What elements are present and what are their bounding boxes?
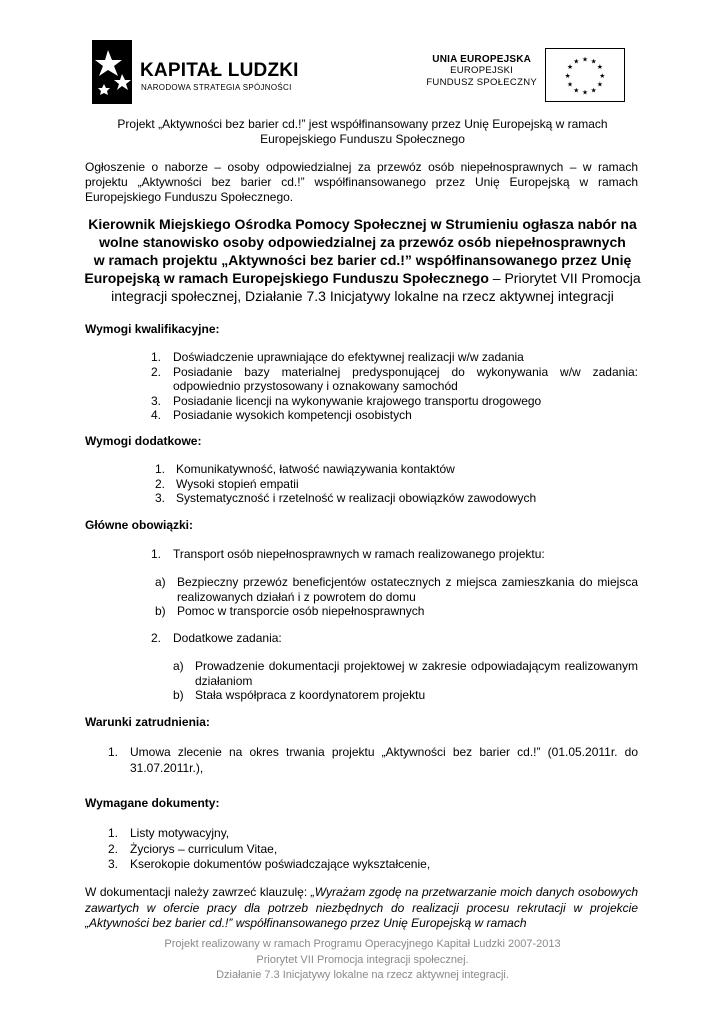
section-title-additional: Wymogi dodatkowe: (85, 434, 202, 448)
consent-clause-intro: W dokumentacji należy zawrzeć klauzulę: (85, 885, 311, 899)
list-item: 1. Listy motywacyjny, (108, 826, 638, 842)
eu-line-3: FUNDUSZ SPOŁECZNY (426, 77, 537, 88)
list-item-text: Pomoc w transporcie osób niepełnosprawnych (177, 604, 425, 618)
eu-logo (420, 46, 625, 106)
section-title-conditions: Warunki zatrudnienia: (85, 715, 210, 729)
list-item: b) Pomoc w transporcie osób niepełnosprawnych (155, 604, 638, 619)
list-item: 1. Umowa zlecenie na okres trwania projektu „Aktywności bez barier cd.!” (01.05.2011r. do 31.07.2011r.), (108, 745, 638, 775)
list-item: 1. Doświadczenie uprawniające do efektywnej realizacji w/w zadania (151, 350, 638, 365)
list-item: 2. Posiadanie bazy materialnej predysponującej do wykonywania w/w zadania: odpowiednio przystosowany i oznakowany samochód (151, 364, 638, 393)
list-item-text: Stała współpraca z koordynatorem projektu (195, 688, 426, 702)
duty-item-2-text: Dodatkowe zadania: (173, 631, 282, 645)
svg-text:★: ★ (590, 86, 597, 95)
footer-line-3: Działanie 7.3 Inicjatywy lokalne na rzecz aktywnej integracji. (216, 969, 509, 981)
list-item-text: Doświadczenie uprawniające do efektywnej realizacji w/w zadania (173, 350, 524, 364)
svg-text:★: ★ (596, 63, 603, 72)
list-item-text: Wysoki stopień empatii (176, 476, 299, 491)
list-item-text: Systematyczność i rzetelność w realizacji obowiązków zawodowych (176, 491, 537, 505)
svg-text:★: ★ (573, 86, 580, 95)
svg-text:★: ★ (590, 57, 597, 66)
headline-line-1: Kierownik Miejskiego Ośrodka Pomocy Społecznej w Strumieniu ogłasza nabór na (88, 216, 637, 232)
qualifications-list (151, 350, 638, 423)
section-title-documents: Wymagane dokumenty: (85, 796, 220, 810)
svg-text:★: ★ (599, 71, 606, 80)
project-intro (80, 117, 645, 147)
eu-line-1: UNIA EUROPEJSKA (432, 54, 532, 65)
list-item-text: Prowadzenie dokumentacji projektowej w zakresie odpowiadającym realizowanym działaniom (195, 659, 638, 688)
consent-clause (85, 885, 638, 931)
list-item-text: Bezpieczny przewóz beneficjentów ostatecznych z miejsca zamieszkania do miejsca realizowanych działań i z powrotem do domu (177, 575, 638, 604)
headline (80, 215, 645, 305)
svg-text:★: ★ (596, 80, 603, 89)
svg-text:★: ★ (567, 80, 574, 89)
kapital-ludzki-logo (92, 40, 302, 108)
list-item-text: Posiadanie wysokich kompetencji osobistych (173, 408, 412, 422)
announcement-text: Ogłoszenie o naborze – osoby odpowiedzialnej za przewóz osób niepełnosprawnych – w ramach projektu „Aktywności bez barier cd.!” współfinansowanego przez Unię Europejską w ramach Europejskiego Funduszu Społecznego. (85, 160, 638, 204)
headline-line-4 (80, 269, 645, 287)
svg-text:★: ★ (573, 57, 580, 66)
headline-line-4-rest: – Priorytet VII Promocja (488, 270, 641, 286)
eu-logo-text (426, 54, 537, 89)
list-item: 2. Wysoki stopień empatii (155, 477, 638, 492)
footer-line-1: Projekt realizowany w ramach Programu Operacyjnego Kapitał Ludzki 2007-2013 (164, 938, 561, 950)
svg-text:★: ★ (581, 88, 589, 97)
section-title-qualifications: Wymogi kwalifikacyjne: (85, 322, 220, 336)
consent-clause-text: „Wyrażam zgodę na przetwarzanie moich danych osobowych zawartych w ofercie pracy dla potrzeb niezbędnych do realizacji procesu rekrutacji w projekcie „Aktywności bez barier cd.!” współfinansowanego przez Unię Europejską w ramach (85, 885, 638, 930)
kapital-ludzki-subtitle: NARODOWA STRATEGIA SPÓJNOŚCI (141, 83, 292, 92)
additional-list (155, 462, 638, 506)
list-item: 3. Posiadanie licencji na wykonywanie krajowego transportu drogowego (151, 394, 638, 409)
section-title-duties: Główne obowiązki: (85, 518, 194, 532)
svg-text:★: ★ (567, 63, 574, 72)
list-item: 1. Komunikatywność, łatwość nawiązywania kontaktów (155, 462, 638, 477)
list-item-text: Umowa zlecenie na okres trwania projektu „Aktywności bez barier cd.!” (01.05.2011r. do 31.07.2011r.), (130, 745, 638, 775)
project-intro-line-2: Europejskiego Funduszu Społecznego (260, 132, 465, 146)
list-item-text: Listy motywacyjny, (130, 826, 230, 840)
list-item-text: Posiadanie licencji na wykonywanie krajowego transportu drogowego (173, 393, 542, 408)
page-footer (100, 937, 625, 984)
eu-line-2: EUROPEJSKI (450, 65, 514, 76)
project-intro-line-1: Projekt „Aktywności bez barier cd.!” jest współfinansowany przez Unię Europejską w ramach (117, 117, 608, 131)
list-item-text: Komunikatywność, łatwość nawiązywania kontaktów (176, 462, 455, 476)
kapital-ludzki-star-icon (92, 40, 132, 104)
list-item: 2. Życiorys – curriculum Vitae, (108, 842, 638, 858)
headline-line-4-bold: Europejską w ramach Europejskiego Funduszu Społecznego (84, 270, 489, 286)
svg-text:★: ★ (581, 55, 589, 64)
duty-1-sublist (155, 575, 638, 619)
duty-item-1-text: Transport osób niepełnosprawnych w ramach realizowanego projektu: (173, 547, 545, 561)
list-item: b) Stała współpraca z koordynatorem projektu (173, 688, 638, 703)
headline-line-3: w ramach projektu „Aktywności bez barier cd.!” współfinansowanego przez Unię (93, 252, 632, 268)
list-item: a) Bezpieczny przewóz beneficjentów ostatecznych z miejsca zamieszkania do miejsca realizowanych działań i z powrotem do domu (155, 575, 638, 604)
svg-text:★: ★ (564, 71, 571, 80)
headline-line-2: wolne stanowisko osoby odpowiedzialnej za przewóz osób niepełnosprawnych (99, 234, 626, 250)
duty-item-2: 2. Dodatkowe zadania: (151, 631, 638, 646)
conditions-list (108, 744, 638, 776)
eu-flag-icon (545, 48, 625, 102)
duty-2-sublist (173, 659, 638, 703)
list-item-text: Posiadanie bazy materialnej predysponującej do wykonywania w/w zadania: odpowiednio przystosowany i oznakowany samochód (173, 364, 638, 393)
headline-line-5: integracji społecznej, Działanie 7.3 Inicjatywy lokalne na rzecz aktywnej integracji (111, 288, 614, 304)
documents-list (108, 826, 638, 873)
list-item: 3. Systematyczność i rzetelność w realizacji obowiązków zawodowych (155, 491, 638, 506)
kapital-ludzki-title: KAPITAŁ LUDZKI (140, 60, 299, 81)
list-item: a) Prowadzenie dokumentacji projektowej w zakresie odpowiadającym realizowanym działaniom (173, 659, 638, 688)
duty-item-1: 1. Transport osób niepełnosprawnych w ramach realizowanego projektu: (151, 547, 638, 562)
list-item-text: Życiorys – curriculum Vitae, (130, 841, 278, 856)
list-item: 3. Kserokopie dokumentów poświadczające wykształcenie, (108, 857, 638, 873)
list-item-text: Kserokopie dokumentów poświadczające wykształcenie, (130, 857, 431, 871)
list-item: 4. Posiadanie wysokich kompetencji osobistych (151, 408, 638, 423)
footer-line-2: Priorytet VII Promocja integracji społecznej. (256, 953, 469, 966)
